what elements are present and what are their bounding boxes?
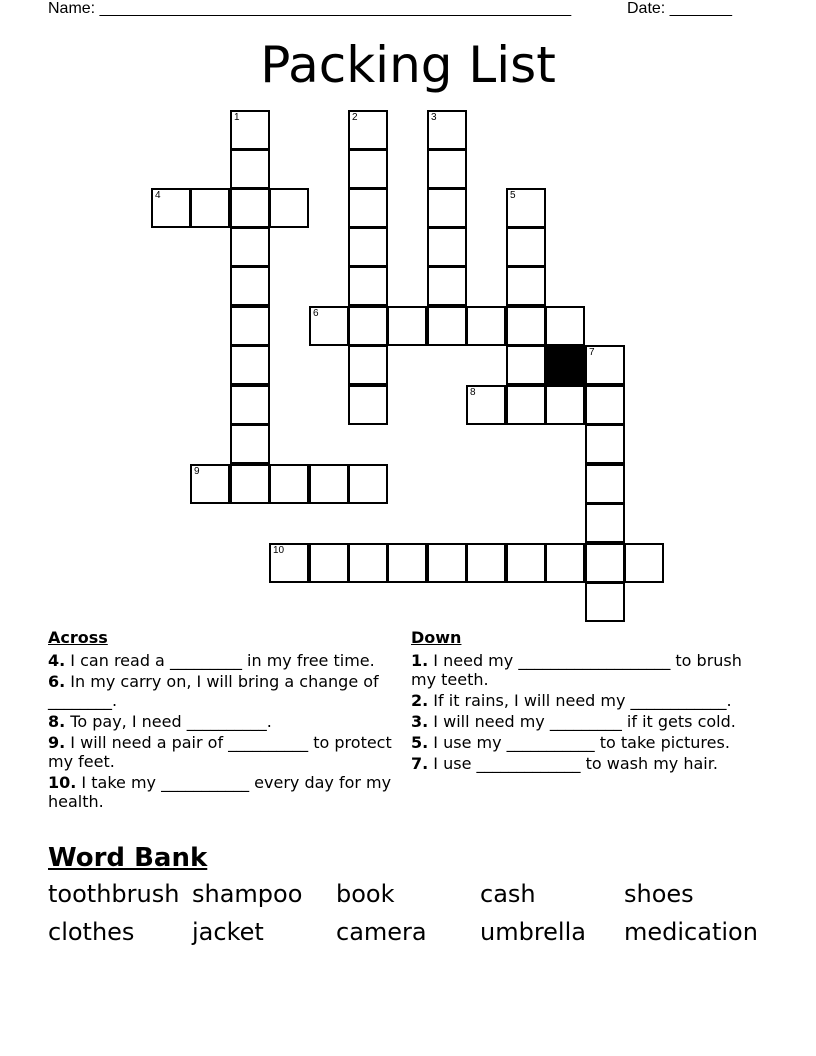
word-bank-title: Word Bank — [48, 843, 208, 873]
grid-cell[interactable] — [309, 464, 349, 504]
clue-num: 6. — [48, 672, 66, 691]
clue-text: I use _____________ to wash my hair. — [428, 754, 718, 773]
clue-item — [411, 651, 771, 689]
grid-cell[interactable] — [309, 543, 349, 583]
grid-cell[interactable] — [545, 543, 585, 583]
grid-cell[interactable] — [230, 306, 270, 346]
clue-item — [411, 691, 771, 710]
clue-item — [411, 712, 771, 731]
clue-num: 5. — [411, 733, 429, 752]
across-clues — [48, 628, 398, 813]
date-blank[interactable]: _______ — [665, 0, 732, 17]
clue-number: 1 — [234, 112, 240, 123]
grid-cell[interactable] — [230, 149, 270, 189]
grid-cell[interactable] — [230, 227, 270, 267]
grid-cell[interactable] — [545, 306, 585, 346]
black-cell — [545, 345, 585, 385]
clue-num: 9. — [48, 733, 66, 752]
date-line[interactable] — [627, 0, 732, 18]
grid-cell[interactable] — [348, 345, 388, 385]
clue-text: If it rains, I will need my ____________. — [428, 691, 732, 710]
grid-cell[interactable] — [230, 424, 270, 464]
grid-cell[interactable] — [506, 543, 546, 583]
grid-cell[interactable] — [230, 464, 270, 504]
grid-cell[interactable] — [585, 503, 625, 543]
grid-cell[interactable] — [506, 227, 546, 267]
grid-cell[interactable] — [585, 543, 625, 583]
grid-cell[interactable] — [348, 149, 388, 189]
grid-cell[interactable] — [348, 306, 388, 346]
grid-cell[interactable] — [348, 385, 388, 425]
grid-cell[interactable] — [506, 266, 546, 306]
grid-cell[interactable] — [348, 266, 388, 306]
grid-cell[interactable] — [151, 188, 191, 228]
clue-number: 9 — [194, 466, 200, 477]
grid-cell[interactable] — [348, 227, 388, 267]
clue-text: To pay, I need __________. — [65, 712, 272, 731]
grid-cell[interactable] — [585, 464, 625, 504]
down-clues — [411, 628, 771, 775]
grid-cell[interactable] — [387, 543, 427, 583]
word-bank-item: umbrella — [480, 918, 586, 946]
clue-number: 5 — [510, 190, 516, 201]
date-label: Date: — [627, 0, 666, 17]
clue-text: I can read a _________ in my free time. — [65, 651, 375, 670]
grid-cell[interactable] — [427, 306, 467, 346]
clue-number: 8 — [470, 387, 476, 398]
grid-cell[interactable] — [348, 188, 388, 228]
clue-num: 4. — [48, 651, 66, 670]
grid-cell[interactable] — [506, 345, 546, 385]
clue-number: 6 — [313, 308, 319, 319]
grid-cell[interactable] — [545, 385, 585, 425]
grid-cell[interactable] — [269, 543, 309, 583]
grid-cell[interactable] — [348, 543, 388, 583]
name-blank[interactable]: _____________________________________________________ — [95, 0, 572, 17]
grid-cell[interactable] — [427, 110, 467, 150]
name-line[interactable] — [48, 0, 571, 18]
grid-cell[interactable] — [466, 385, 506, 425]
across-heading: Across — [48, 628, 108, 647]
clue-number: 4 — [155, 190, 161, 201]
clue-item — [48, 712, 398, 731]
word-bank-item: toothbrush — [48, 880, 180, 908]
page-title: Packing List — [260, 36, 556, 94]
grid-cell[interactable] — [585, 582, 625, 622]
word-bank — [48, 880, 788, 946]
word-bank-item: clothes — [48, 918, 135, 946]
grid-cell[interactable] — [506, 385, 546, 425]
clue-text: I take my ___________ every day for my health. — [48, 773, 392, 811]
grid-cell[interactable] — [230, 110, 270, 150]
clue-item — [411, 733, 771, 752]
clue-item — [411, 754, 771, 773]
grid-cell[interactable] — [387, 306, 427, 346]
word-bank-item: shampoo — [192, 880, 303, 908]
clue-num: 7. — [411, 754, 429, 773]
word-bank-item: camera — [336, 918, 427, 946]
word-bank-item: medication — [624, 918, 758, 946]
grid-cell[interactable] — [190, 464, 230, 504]
grid-cell[interactable] — [466, 543, 506, 583]
clue-num: 1. — [411, 651, 429, 670]
grid-cell[interactable] — [230, 188, 270, 228]
grid-cell[interactable] — [624, 543, 664, 583]
clue-text: I need my ___________________ to brush my teeth. — [411, 651, 742, 689]
clue-num: 2. — [411, 691, 429, 710]
grid-cell[interactable] — [230, 345, 270, 385]
clue-number: 2 — [352, 112, 358, 123]
word-bank-item: cash — [480, 880, 536, 908]
grid-cell[interactable] — [506, 188, 546, 228]
clue-num: 10. — [48, 773, 77, 792]
clue-item — [48, 672, 398, 710]
grid-cell[interactable] — [309, 306, 349, 346]
clue-text: In my carry on, I will bring a change of ________. — [48, 672, 379, 710]
clue-number: 10 — [273, 545, 285, 556]
grid-cell[interactable] — [269, 464, 309, 504]
grid-cell[interactable] — [427, 543, 467, 583]
grid-cell[interactable] — [427, 266, 467, 306]
word-bank-item: jacket — [192, 918, 264, 946]
grid-cell[interactable] — [348, 464, 388, 504]
grid-cell[interactable] — [230, 385, 270, 425]
name-label: Name: — [48, 0, 96, 17]
down-heading: Down — [411, 628, 462, 647]
clue-number: 3 — [431, 112, 437, 123]
grid-cell[interactable] — [348, 110, 388, 150]
clue-number: 7 — [589, 347, 595, 358]
grid-cell[interactable] — [230, 266, 270, 306]
grid-cell[interactable] — [585, 424, 625, 464]
clue-item — [48, 773, 398, 811]
grid-cell[interactable] — [466, 306, 506, 346]
grid-cell[interactable] — [427, 227, 467, 267]
grid-cell[interactable] — [506, 306, 546, 346]
word-bank-item: shoes — [624, 880, 694, 908]
clue-text: I will need my _________ if it gets cold. — [428, 712, 736, 731]
grid-cell[interactable] — [427, 188, 467, 228]
word-bank-item: book — [336, 880, 395, 908]
grid-cell[interactable] — [585, 345, 625, 385]
grid-cell[interactable] — [190, 188, 230, 228]
clue-item — [48, 733, 398, 771]
clue-num: 8. — [48, 712, 66, 731]
grid-cell[interactable] — [585, 385, 625, 425]
grid-cell[interactable] — [269, 188, 309, 228]
clue-text: I will need a pair of __________ to protect my feet. — [48, 733, 392, 771]
grid-cell[interactable] — [427, 149, 467, 189]
clue-item — [48, 651, 398, 670]
clue-num: 3. — [411, 712, 429, 731]
clue-text: I use my ___________ to take pictures. — [428, 733, 730, 752]
